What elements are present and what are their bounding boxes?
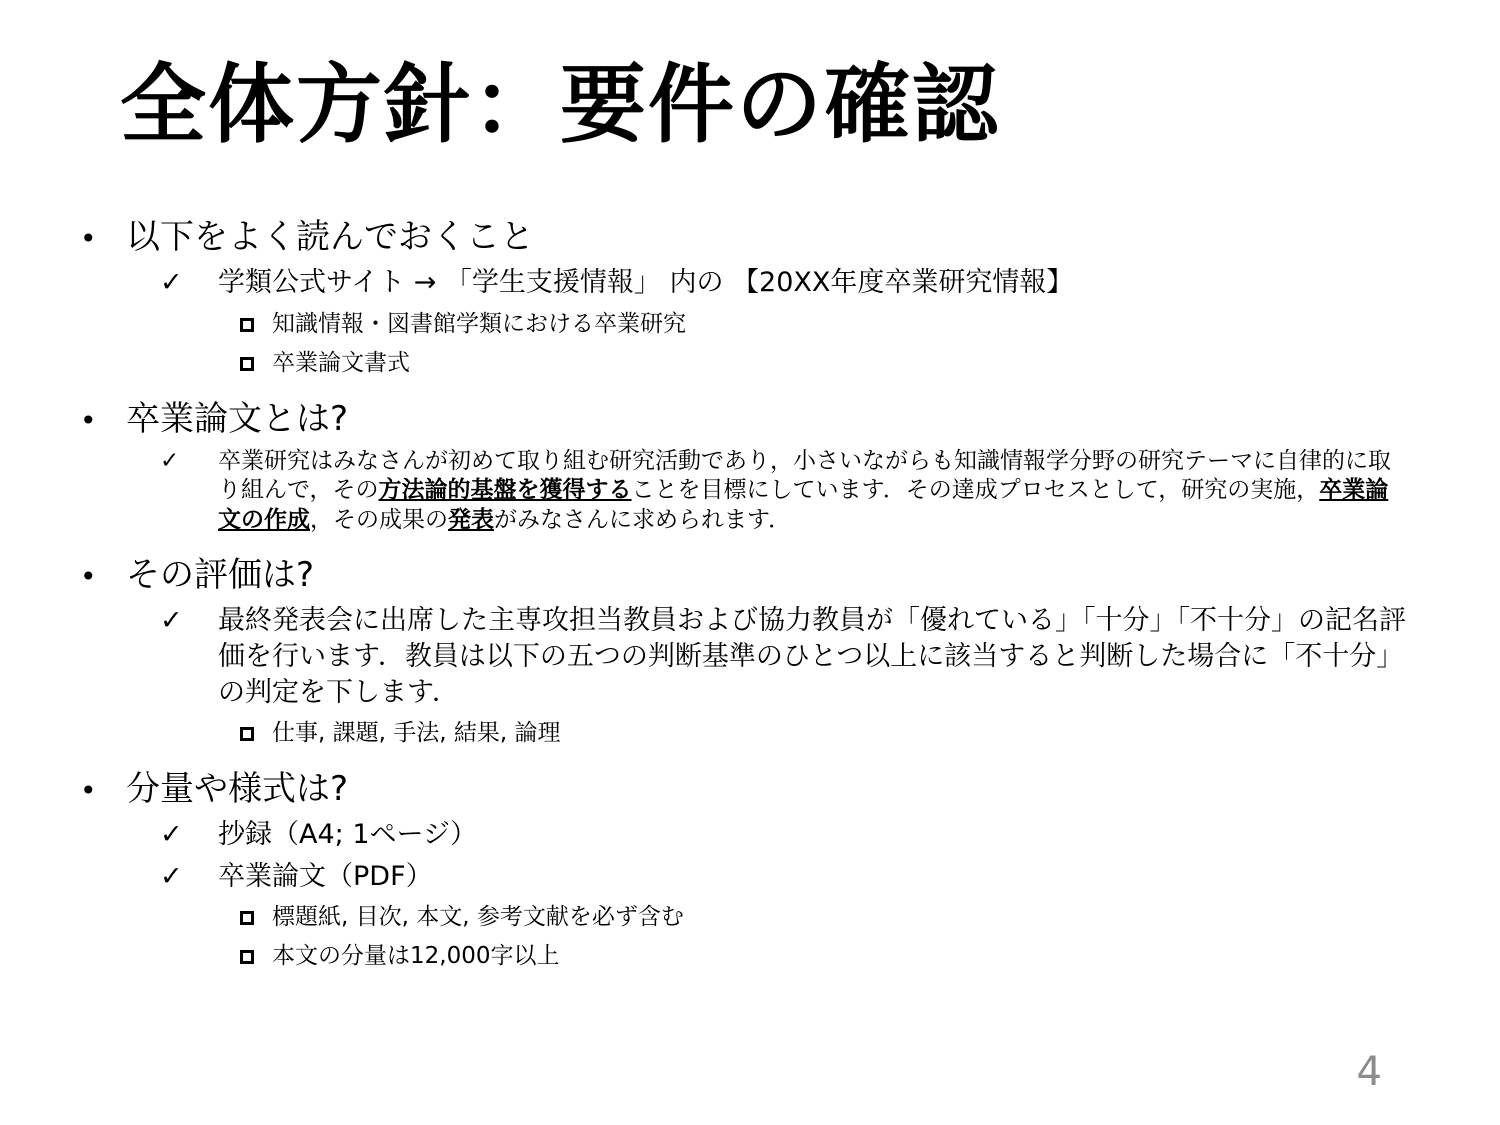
section-heading: その評価は? xyxy=(126,555,315,596)
sub-item xyxy=(240,903,1410,933)
sub-item xyxy=(240,349,1410,379)
sub-item-text: 知識情報・図書館学類における卒業研究 xyxy=(272,310,686,337)
bullet-icon: • xyxy=(80,774,97,808)
paragraph-text: がみなさんに求められます． xyxy=(494,506,792,533)
bullet-icon: • xyxy=(80,222,97,255)
bullet-icon: • xyxy=(80,403,97,437)
section-heading: 分量や様式は? xyxy=(126,769,349,810)
section-heading: 卒業論文とは? xyxy=(126,398,349,439)
square-bullet-icon xyxy=(240,911,254,925)
sub-item xyxy=(240,310,1410,340)
checkmark-icon: ✓ xyxy=(160,447,180,474)
emphasis-text: 卒業論文の作成 xyxy=(218,477,1389,533)
bullet-item xyxy=(80,553,1410,597)
check-item xyxy=(160,603,1410,710)
slide-content xyxy=(80,205,1410,972)
paragraph-text: 卒業研究はみなさんが初めて取り組む研究活動であり，小さいながらも知識情報学分野の研究テーマに自律的に取り組んで，その xyxy=(218,447,1391,504)
check-item xyxy=(160,447,1410,535)
item-text: 抄録（A4; 1ページ） xyxy=(218,819,477,851)
square-bullet-icon xyxy=(240,950,254,964)
item-text: 最終発表会に出席した主専攻担当教員および協力教員が「優れている」「十分」「不十分」の記名評価を行います．教員は以下の五つの判断基準のひとつ以上に該当すると判断した場合に「不十分」の判定を下します． xyxy=(218,605,1406,708)
sub-item xyxy=(240,719,1410,749)
section-heading: 以下をよく読んでおくこと xyxy=(126,217,534,257)
sub-item-text: 卒業論文書式 xyxy=(272,349,410,376)
sub-item-text: 仕事, 課題, 手法, 結果, 論理 xyxy=(272,720,561,747)
square-bullet-icon xyxy=(240,318,254,332)
emphasis-text: 方法論的基盤を獲得する xyxy=(378,477,632,504)
slide-title: 全体方針：要件の確認 xyxy=(120,55,1000,155)
checkmark-icon: ✓ xyxy=(160,819,183,851)
bullet-item xyxy=(80,215,1410,259)
item-paragraph xyxy=(218,447,1410,535)
square-bullet-icon xyxy=(240,727,254,741)
check-item xyxy=(160,859,1410,895)
item-text: 学類公式サイト → 「学生支援情報」 内の 【20XX年度卒業研究情報】 xyxy=(218,267,1074,299)
paragraph-text: ことを目標にしています．その達成プロセスとして，研究の実施， xyxy=(631,477,1320,504)
sub-item xyxy=(240,942,1410,972)
item-text: 卒業論文（PDF） xyxy=(218,860,433,892)
checkmark-icon: ✓ xyxy=(160,605,183,637)
square-bullet-icon xyxy=(240,357,254,371)
bullet-icon: • xyxy=(80,560,97,594)
checkmark-icon: ✓ xyxy=(160,860,183,892)
emphasis-text: 発表 xyxy=(448,506,494,533)
page-number: 4 xyxy=(1356,1049,1382,1095)
paragraph-text: ，その成果の xyxy=(310,506,448,533)
check-item xyxy=(160,265,1410,301)
check-item xyxy=(160,817,1410,853)
sub-item-text: 標題紙, 目次, 本文, 参考文献を必ず含む xyxy=(272,904,684,931)
checkmark-icon: ✓ xyxy=(160,267,183,299)
bullet-item xyxy=(80,397,1410,441)
sub-item-text: 本文の分量は12,000字以上 xyxy=(272,943,560,970)
bullet-item xyxy=(80,767,1410,811)
